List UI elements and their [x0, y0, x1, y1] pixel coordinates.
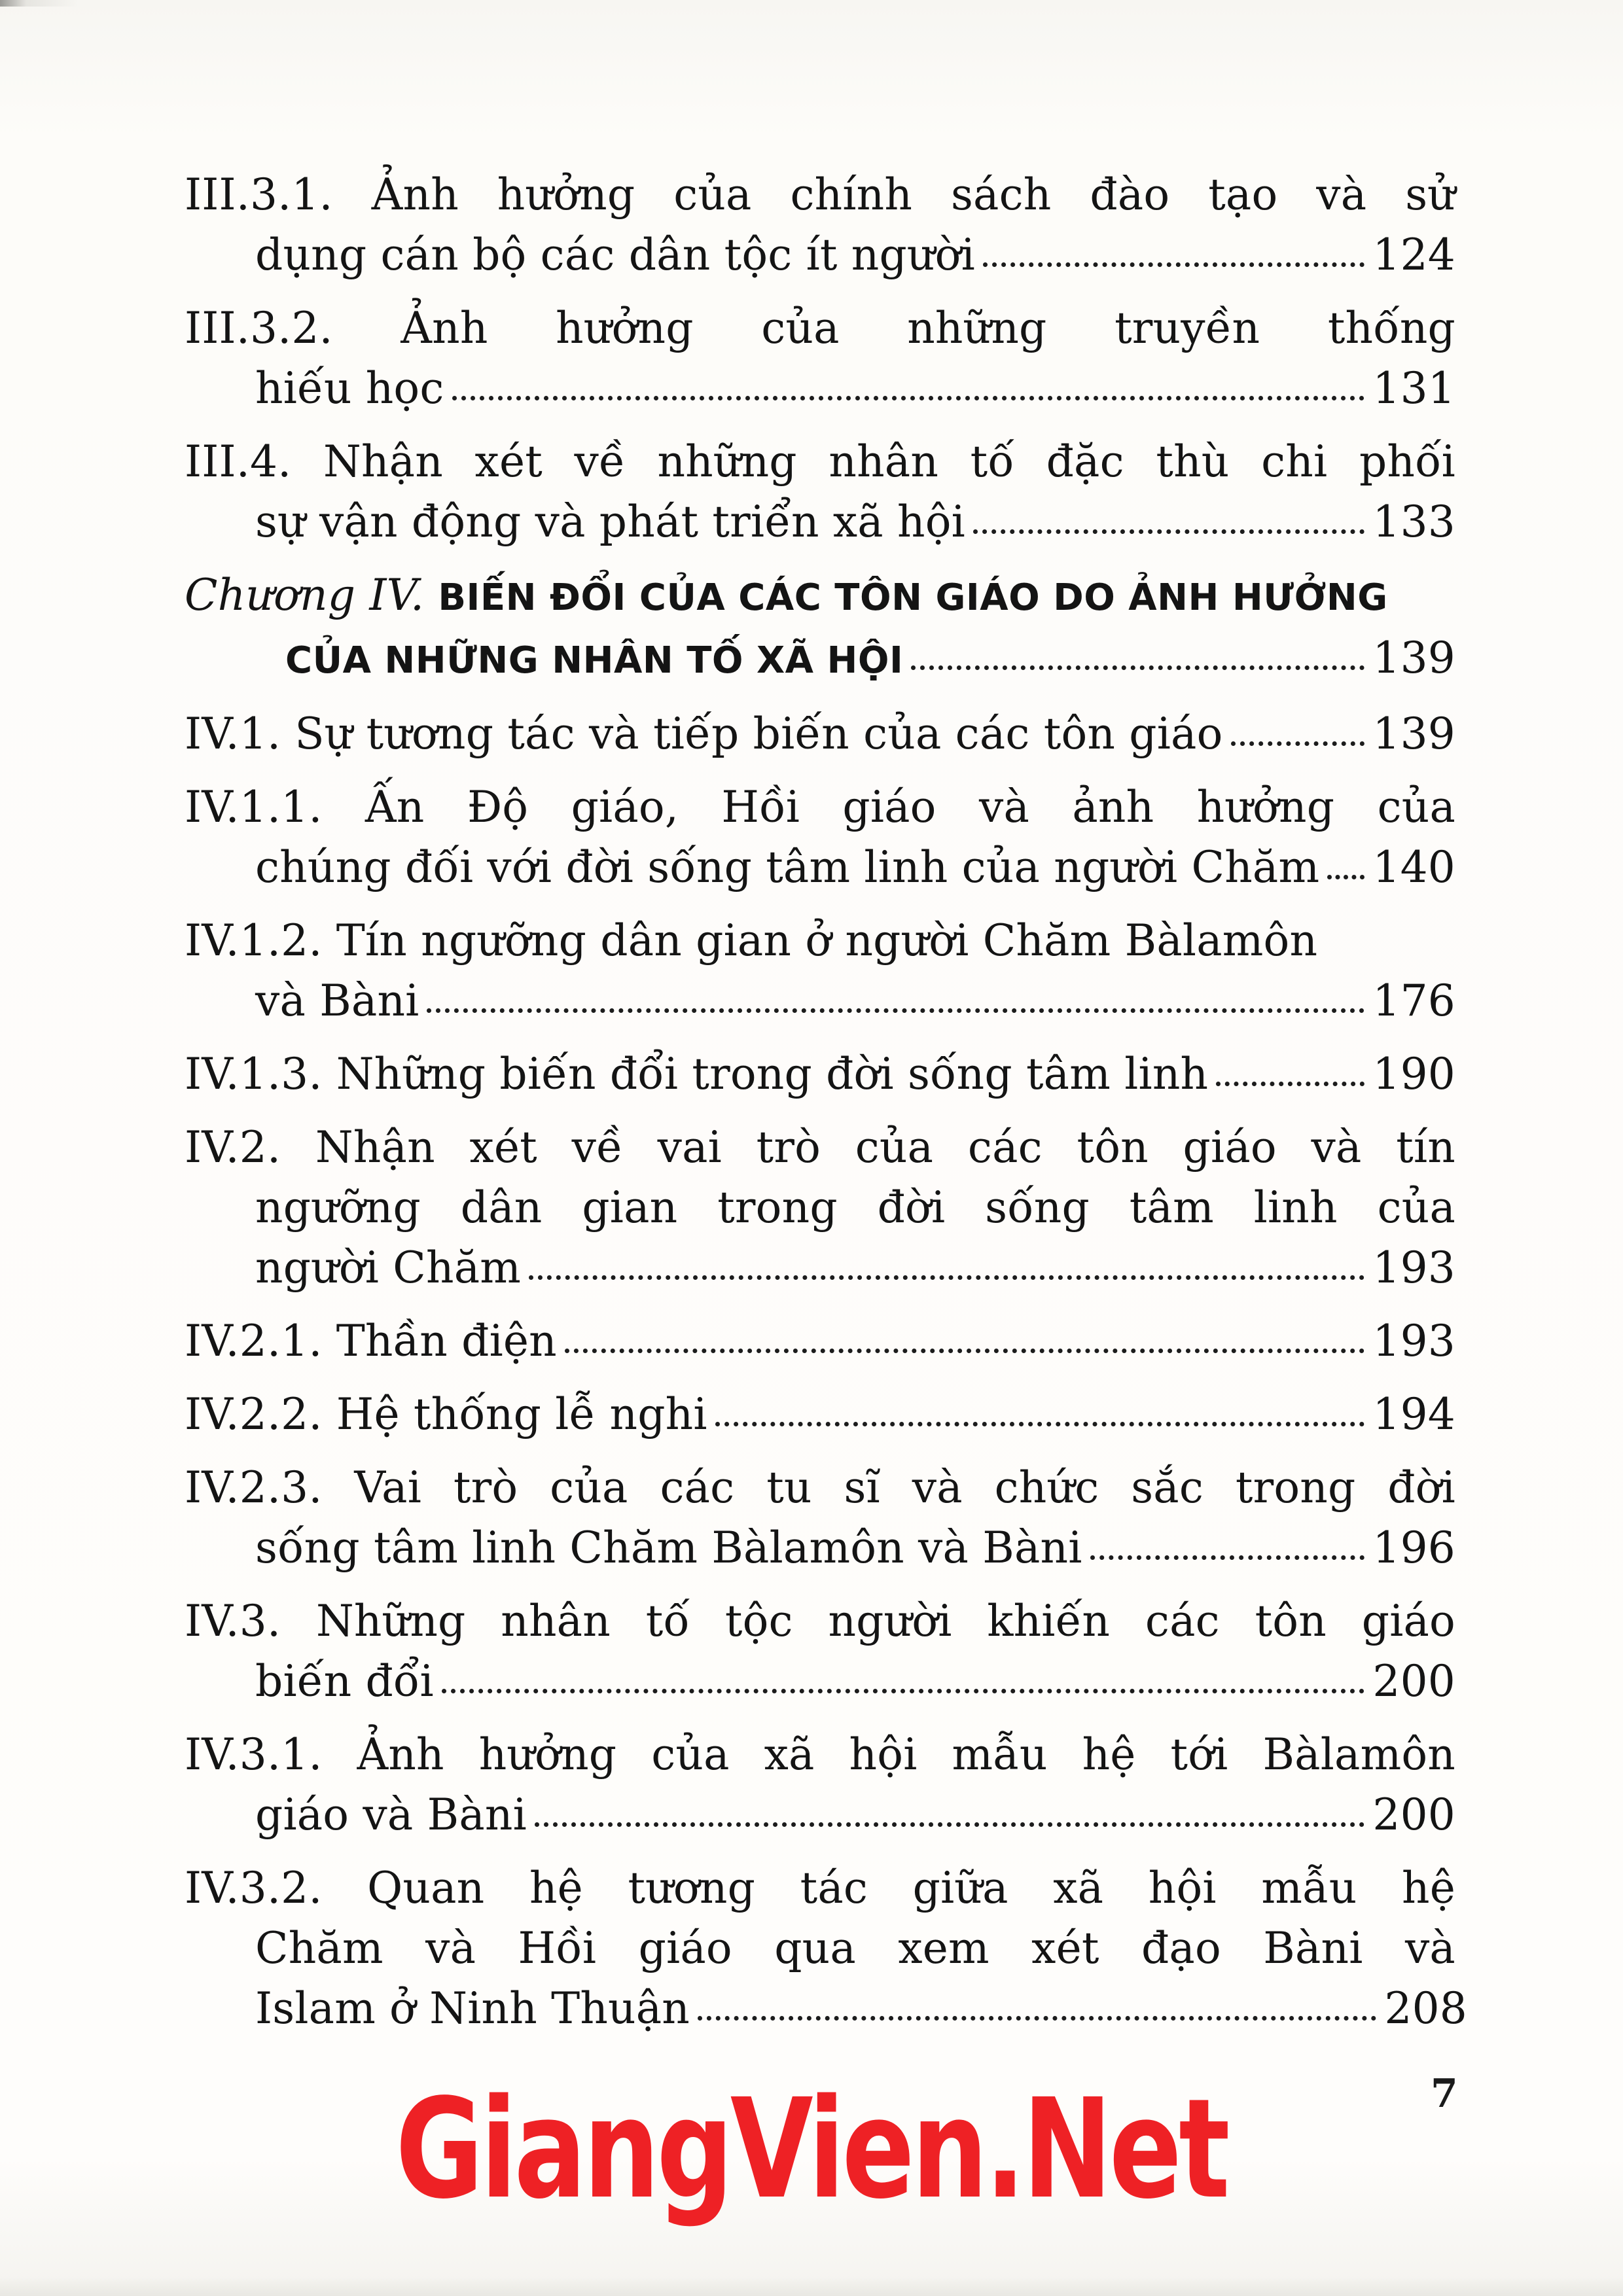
scan-edge-top — [0, 0, 1623, 7]
toc-page-number: 139 — [1372, 709, 1455, 759]
toc-entry-iv-2-3[interactable] — [185, 1458, 1455, 1578]
toc-entry-title-line: III.4. Nhận xét về những nhân tố đặc thù chi phối — [185, 436, 1455, 487]
toc-entry-title-line: IV.3.1. Ảnh hưởng của xã hội mẫu hệ tới Bàlamôn — [185, 1729, 1455, 1780]
chapter-title: BIẾN ĐỔI CỦA CÁC TÔN GIÁO DO ẢNH HƯỞNG — [438, 576, 1388, 619]
dot-leader — [535, 1822, 1365, 1827]
dot-leader — [1327, 875, 1364, 879]
toc-entry-iv-3[interactable] — [185, 1591, 1455, 1712]
toc-entry-iv-2-2[interactable] — [185, 1385, 1455, 1445]
toc-entry-title-line: IV.1.1. Ấn Độ giáo, Hồi giáo và ảnh hưởng của — [185, 782, 1455, 832]
toc-entry-title-line: biến đổi — [255, 1656, 434, 1706]
toc-entry-iv-2[interactable] — [185, 1118, 1455, 1298]
toc-entry-iii-4[interactable] — [185, 432, 1455, 552]
toc-page-number: 140 — [1372, 842, 1455, 892]
page-number: 7 — [1431, 2071, 1458, 2117]
dot-leader — [452, 396, 1365, 400]
toc-page-number: 124 — [1372, 230, 1455, 280]
toc-entry-title-line: IV.1. Sự tương tác và tiếp biến của các tôn giáo — [185, 709, 1223, 759]
dot-leader — [911, 665, 1364, 670]
toc-page-number: 193 — [1372, 1243, 1455, 1293]
toc-page-number: 190 — [1372, 1049, 1455, 1099]
dot-leader — [1231, 741, 1365, 746]
table-of-contents — [185, 165, 1467, 2039]
toc-entry-title-line: chúng đối với đời sống tâm linh của người Chăm — [255, 842, 1320, 892]
toc-entry-iv-1-1[interactable] — [185, 777, 1455, 898]
watermark-logo: GiangVien.Net — [395, 2069, 1227, 2229]
toc-entry-title-line: IV.2. Nhận xét về vai trò của các tôn giáo và tín — [185, 1122, 1455, 1173]
dot-leader — [529, 1275, 1364, 1280]
toc-entry-chapter-iv[interactable] — [185, 565, 1455, 691]
toc-entry-title-line: người Chăm — [255, 1243, 522, 1293]
toc-entry-iii-3-2[interactable] — [185, 298, 1455, 419]
dot-leader — [1090, 1555, 1365, 1560]
toc-page-number: 193 — [1372, 1316, 1455, 1366]
toc-entry-iv-3-2[interactable] — [185, 1858, 1467, 2039]
toc-entry-title-line: hiếu học — [255, 363, 444, 414]
dot-leader — [427, 1008, 1364, 1013]
toc-entry-title-line: Islam ở Ninh Thuận — [255, 1983, 690, 2034]
toc-page-number: 200 — [1372, 1790, 1455, 1840]
toc-entry-title-line: IV.3. Những nhân tố tộc người khiến các tôn giáo — [185, 1596, 1455, 1646]
toc-entry-title-line: dụng cán bộ các dân tộc ít người — [255, 230, 975, 280]
toc-page-number: 139 — [1372, 633, 1455, 683]
toc-page-number: 194 — [1372, 1389, 1455, 1439]
toc-page-number: 176 — [1372, 976, 1455, 1026]
toc-entry-title-line: III.3.2. Ảnh hưởng của những truyền thống — [185, 303, 1455, 353]
toc-entry-iv-1[interactable] — [185, 704, 1455, 764]
toc-page-number: 200 — [1372, 1656, 1455, 1706]
toc-entry-iv-3-1[interactable] — [185, 1725, 1455, 1845]
toc-entry-title-line: III.3.1. Ảnh hưởng của chính sách đào tạo và sử — [185, 169, 1455, 220]
dot-leader — [442, 1689, 1365, 1693]
toc-entry-iv-1-2[interactable] — [185, 911, 1455, 1031]
toc-entry-iv-1-3[interactable] — [185, 1044, 1455, 1104]
toc-entry-iii-3-1[interactable] — [185, 165, 1455, 285]
toc-entry-title-line: Chăm và Hồi giáo qua xem xét đạo Bàni và — [255, 1923, 1455, 1973]
dot-leader — [1216, 1082, 1364, 1086]
dot-leader — [983, 262, 1365, 267]
toc-entry-title-line: IV.1.2. Tín ngưỡng dân gian ở người Chăm Bàlamôn — [185, 915, 1318, 966]
toc-page-number: 208 — [1384, 1983, 1467, 2034]
toc-entry-title-line: sự vận động và phát triển xã hội — [255, 497, 965, 547]
toc-page-number: 131 — [1372, 363, 1455, 414]
dot-leader — [698, 2016, 1376, 2021]
toc-entry-title-line: IV.2.1. Thần điện — [185, 1316, 557, 1366]
toc-entry-title-line: giáo và Bàni — [255, 1790, 527, 1840]
scan-edge-bottom — [0, 2277, 1623, 2296]
toc-entry-title-line: IV.1.3. Những biến đổi trong đời sống tâm linh — [185, 1049, 1209, 1099]
toc-page-number: 133 — [1372, 497, 1455, 547]
toc-entry-title-line: sống tâm linh Chăm Bàlamôn và Bàni — [255, 1523, 1082, 1573]
chapter-label: Chương IV. — [185, 570, 425, 620]
toc-entry-title-line: IV.2.2. Hệ thống lễ nghi — [185, 1389, 707, 1439]
toc-entry-title-line: và Bàni — [255, 976, 419, 1026]
toc-entry-iv-2-1[interactable] — [185, 1311, 1455, 1371]
toc-page-number: 196 — [1372, 1523, 1455, 1573]
dot-leader — [715, 1422, 1365, 1426]
toc-entry-title-line: IV.2.3. Vai trò của các tu sĩ và chức sắc trong đời — [185, 1462, 1455, 1513]
chapter-title: CỦA NHỮNG NHÂN TỐ XÃ HỘI — [285, 639, 904, 682]
dot-leader — [973, 529, 1364, 534]
toc-entry-title-line: IV.3.2. Quan hệ tương tác giữa xã hội mẫu hệ — [185, 1863, 1455, 1913]
toc-entry-title-line: ngưỡng dân gian trong đời sống tâm linh của — [255, 1182, 1455, 1233]
dot-leader — [565, 1349, 1365, 1353]
